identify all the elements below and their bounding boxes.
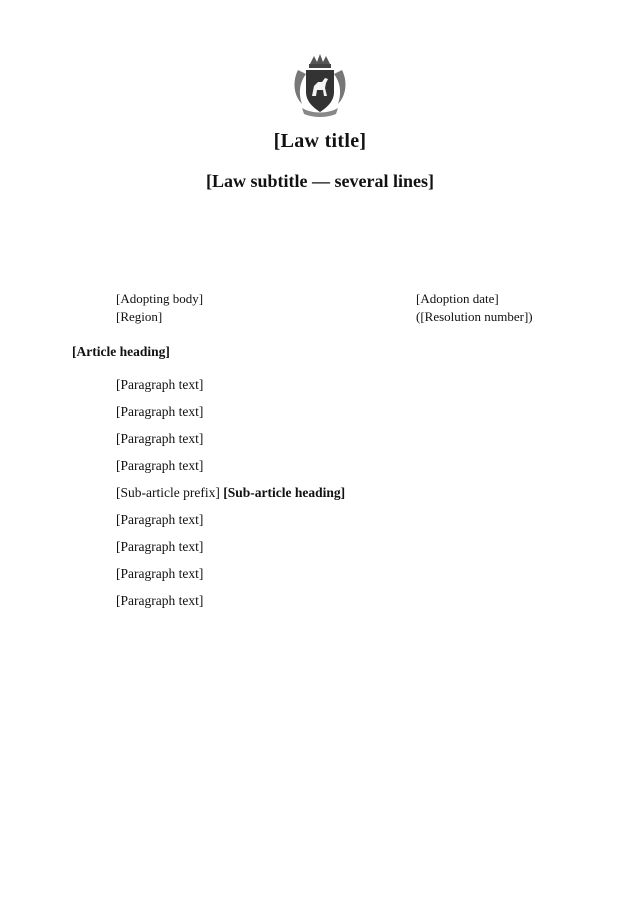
paragraph: [Paragraph text]	[116, 593, 204, 608]
paragraph: [Paragraph text]	[116, 377, 204, 392]
subarticle-heading: [Sub-article heading]	[223, 485, 346, 500]
adoption-date-block	[416, 290, 533, 326]
adoption-authority-line2: [Region]	[116, 309, 163, 324]
law-body	[72, 338, 580, 614]
paragraph: [Paragraph text]	[116, 512, 204, 527]
resolution-number: ([Resolution number])	[416, 309, 533, 324]
article-heading: [Article heading]	[72, 344, 170, 359]
paragraph: [Paragraph text]	[116, 566, 204, 581]
adoption-authority	[116, 290, 203, 326]
paragraph: [Paragraph text]	[116, 404, 204, 419]
adoption-date: [Adoption date]	[416, 291, 499, 306]
adoption-authority-line1: [Adopting body]	[116, 291, 204, 306]
regional-coat-of-arms-icon	[292, 52, 348, 118]
subarticle-prefix: [Sub-article prefix]	[116, 485, 220, 500]
law-subtitle: [Law subtitle — several lines]	[206, 171, 434, 191]
paragraph: [Paragraph text]	[116, 458, 204, 473]
law-title: [Law title]	[273, 130, 367, 152]
paragraph: [Paragraph text]	[116, 431, 204, 446]
paragraph: [Paragraph text]	[116, 539, 204, 554]
subarticle-line	[72, 479, 580, 506]
